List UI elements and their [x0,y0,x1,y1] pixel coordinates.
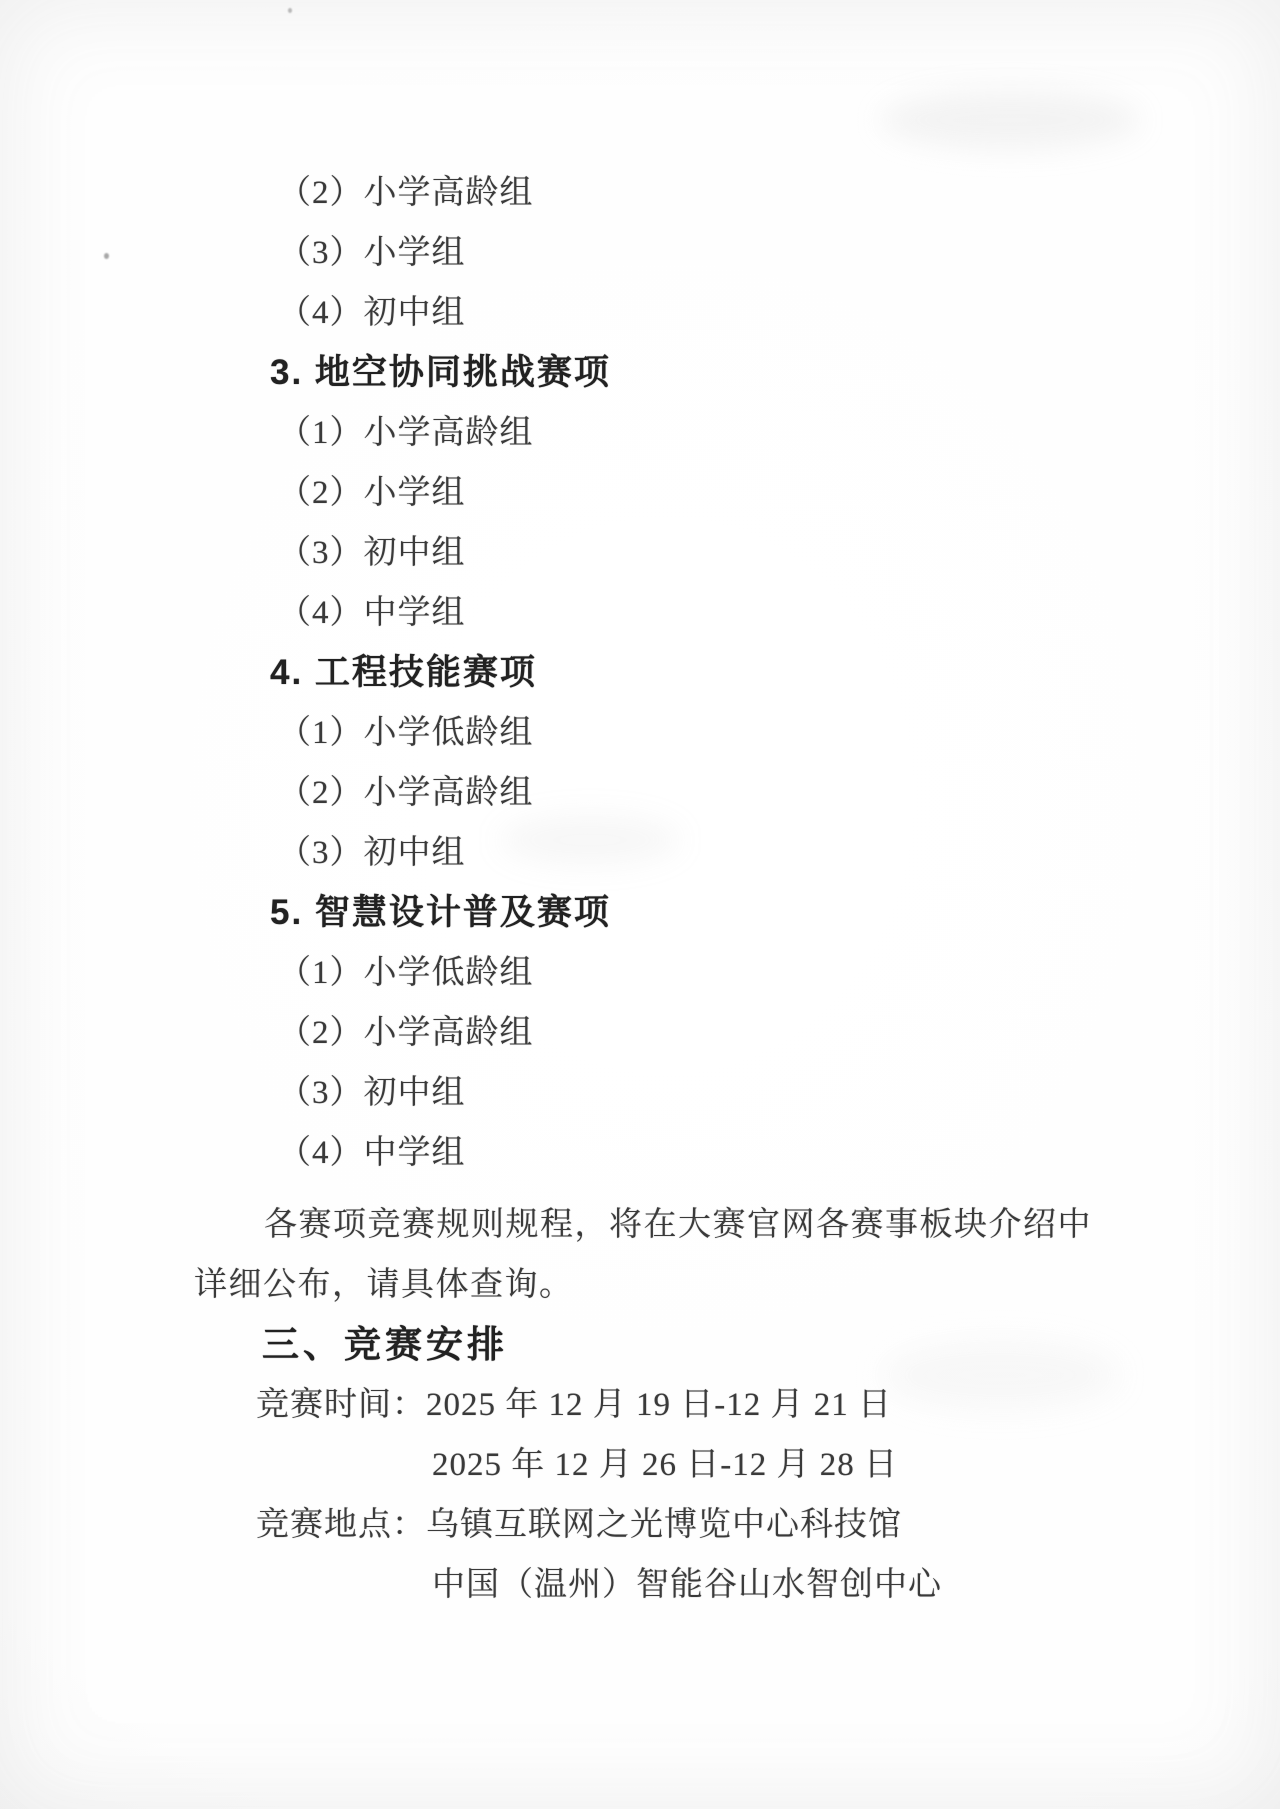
paragraph-line: 详细公布，请具体查询。 [194,1267,574,1303]
scan-speck [288,8,292,13]
section-heading: 三、竞赛安排 [262,1324,508,1365]
list-item: （1）小学低龄组 [278,715,534,751]
scan-smudge [500,815,680,865]
list-item: （2）小学高龄组 [278,1015,534,1051]
scan-speck [104,253,109,259]
list-item: （3）初中组 [278,535,466,571]
schedule-line: 竞赛地点：乌镇互联网之光博览中心科技馆 [256,1507,902,1543]
scan-smudge [880,1340,1120,1410]
list-item: （1）小学低龄组 [278,955,534,991]
schedule-continuation-line: 中国（温州）智能谷山水智创中心 [432,1567,942,1603]
list-item: （4）中学组 [278,595,466,631]
paragraph-line: 各赛项竞赛规则规程，将在大赛官网各赛事板块介绍中 [264,1207,1092,1243]
list-item: （2）小学高龄组 [278,775,534,811]
schedule-continuation-line: 2025 年 12 月 26 日-12 月 28 日 [432,1447,898,1483]
list-item: （3）初中组 [278,835,466,871]
event-heading: 3. 地空协同挑战赛项 [270,353,611,392]
event-heading: 5. 智慧设计普及赛项 [270,893,611,932]
list-item: （4）初中组 [278,295,466,331]
list-item: （2）小学组 [278,475,466,511]
list-item: （4）中学组 [278,1135,466,1171]
scan-smudge [880,90,1140,150]
list-item: （3）小学组 [278,235,466,271]
list-item: （3）初中组 [278,1075,466,1111]
schedule-line: 竞赛时间：2025 年 12 月 19 日-12 月 21 日 [256,1387,892,1423]
event-heading: 4. 工程技能赛项 [270,653,537,692]
list-item: （2）小学高龄组 [278,175,534,211]
list-item: （1）小学高龄组 [278,415,534,451]
